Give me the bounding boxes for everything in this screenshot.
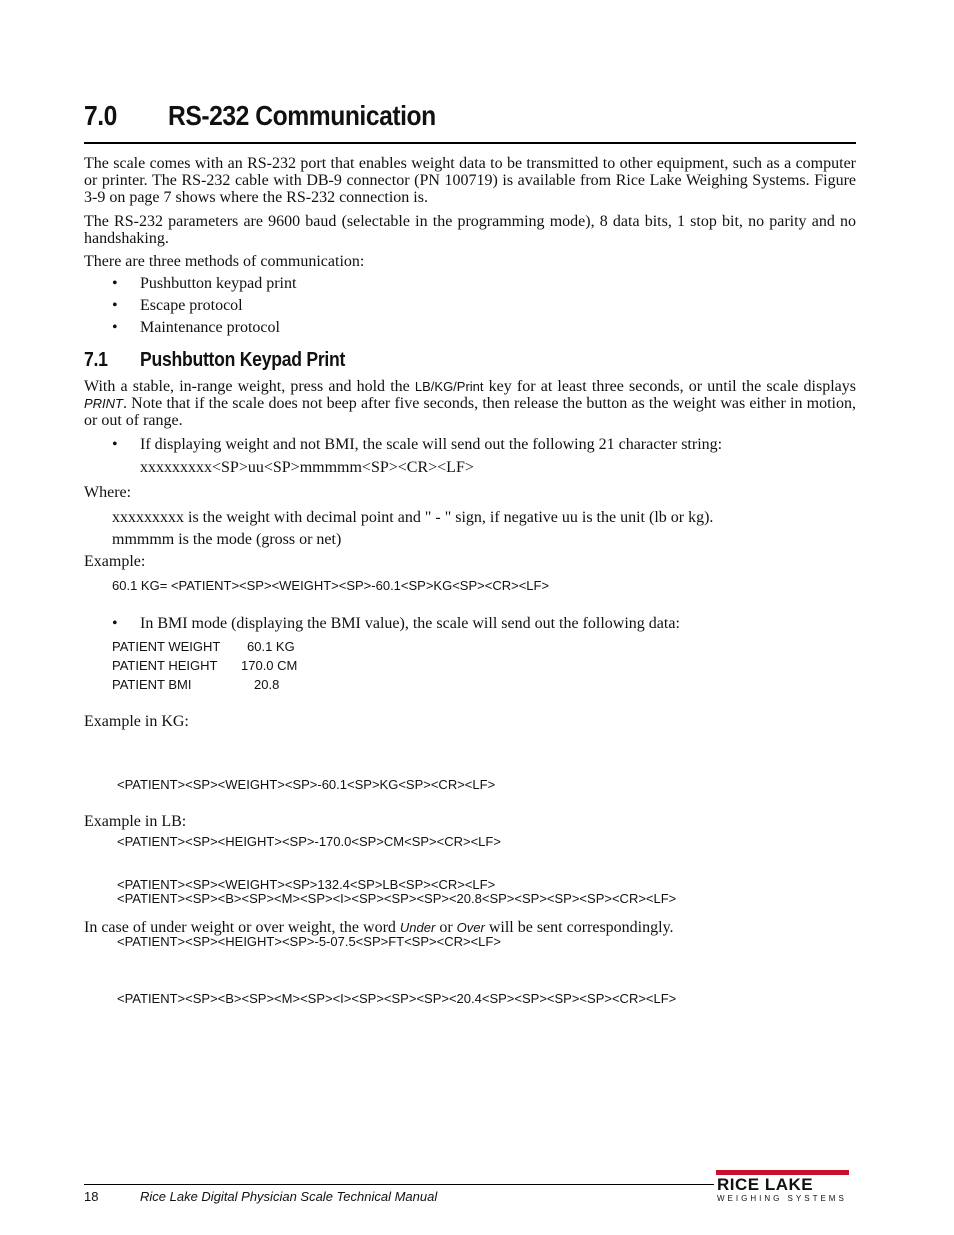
table-row bbox=[112, 675, 372, 694]
bmi-row-label: PATIENT HEIGHT bbox=[112, 658, 218, 673]
example-lb-label: Example in LB: bbox=[84, 813, 187, 830]
example-line: <PATIENT><SP><B><SP><M><SP><I><SP><SP><SP><20.8<SP><SP><SP><SP><CR><LF> bbox=[117, 891, 677, 906]
table-row bbox=[112, 656, 372, 675]
over-word: Over bbox=[456, 920, 485, 935]
bullet: • bbox=[112, 319, 118, 336]
example-label: Example: bbox=[84, 553, 146, 570]
bullet: • bbox=[112, 436, 118, 453]
key-label: LB/KG/Print bbox=[414, 379, 484, 394]
bullet-text-bmi-mode: In BMI mode (displaying the BMI value), the scale will send out the following data: bbox=[140, 615, 680, 632]
manual-title: Rice Lake Digital Physician Scale Technical Manual bbox=[140, 1189, 438, 1204]
list-item bbox=[0, 275, 954, 297]
footer-rule bbox=[84, 1184, 714, 1185]
bmi-row-label: PATIENT WEIGHT bbox=[112, 639, 221, 654]
example-line: 60.1 KG= <PATIENT><SP><WEIGHT><SP>-60.1<SP>KG<SP><CR><LF> bbox=[112, 578, 550, 593]
example-line: <PATIENT><SP><HEIGHT><SP>-170.0<SP>CM<SP><CR><LF> bbox=[117, 834, 501, 849]
where-line-1: xxxxxxxxx is the weight with decimal point and " - " sign, if negative uu is the unit (lb or kg). bbox=[112, 509, 714, 526]
section-rule bbox=[84, 142, 856, 144]
method-label: Escape protocol bbox=[140, 297, 243, 314]
intro-paragraph-3: There are three methods of communication: bbox=[84, 253, 365, 270]
bmi-row-value: 170.0 CM bbox=[241, 658, 298, 673]
example-line: <PATIENT><SP><WEIGHT><SP>132.4<SP>LB<SP><CR><LF> bbox=[117, 877, 496, 892]
bmi-row-value: 60.1 KG bbox=[247, 639, 295, 654]
bullet-text-weight-mode: If displaying weight and not BMI, the scale will send out the following 21 character string: bbox=[140, 436, 723, 453]
intro-paragraph-2: The RS-232 parameters are 9600 baud (selectable in the programming mode), 8 data bits, 1 stop bit, no parity and no handshaking. bbox=[84, 213, 856, 247]
logo-main-text: RICE LAKE bbox=[717, 1175, 814, 1194]
method-label: Pushbutton keypad print bbox=[140, 275, 297, 292]
section-title: RS-232 Communication bbox=[168, 100, 436, 131]
example-kg-label: Example in KG: bbox=[84, 713, 189, 730]
intro-paragraph-1: The scale comes with an RS-232 port that enables weight data to be transmitted to other equipment, such as a computer or printer. The RS-232 cable with DB-9 connector (PN 100719) is available from Rice Lake Weighing Systems. Figure 3-9 on page 7 shows where the RS-232 connection is. bbox=[84, 155, 856, 206]
subsection-paragraph: With a stable, in-range weight, press and hold the LB/KG/Print key for at least three seconds, or until the scale displays PRINT. Note that if the scale does not beep after five seconds, then release the button as the weight was either in motion, or out of range. bbox=[84, 378, 856, 429]
bmi-row-value: 20.8 bbox=[254, 677, 280, 692]
where-line-2: mmmmm is the mode (gross or net) bbox=[112, 531, 342, 548]
example-line: <PATIENT><SP><HEIGHT><SP>-5-07.5<SP>FT<SP><CR><LF> bbox=[117, 934, 501, 949]
where-label: Where: bbox=[84, 484, 132, 501]
bullet: • bbox=[112, 615, 118, 632]
bmi-table bbox=[112, 637, 372, 694]
example-line: <PATIENT><SP><B><SP><M><SP><I><SP><SP><SP><20.4<SP><SP><SP><SP><CR><LF> bbox=[117, 991, 677, 1006]
section-number: 7.0 bbox=[84, 100, 117, 131]
bullet: • bbox=[112, 275, 118, 292]
rice-lake-logo bbox=[714, 1170, 850, 1204]
under-word: Under bbox=[399, 920, 436, 935]
method-label: Maintenance protocol bbox=[140, 319, 280, 336]
list-item bbox=[0, 297, 954, 319]
subsection-title: Pushbutton Keypad Print bbox=[140, 349, 346, 371]
example-line: <PATIENT><SP><WEIGHT><SP>-60.1<SP>KG<SP><CR><LF> bbox=[117, 777, 496, 792]
bmi-row-label: PATIENT BMI bbox=[112, 677, 192, 692]
bullet: • bbox=[112, 297, 118, 314]
display-text: PRINT bbox=[84, 396, 123, 411]
subsection-number: 7.1 bbox=[84, 349, 108, 371]
page-number: 18 bbox=[84, 1189, 99, 1204]
closing-paragraph: In case of under weight or over weight, the word Under or Over will be sent correspondingly. bbox=[84, 919, 674, 936]
table-row bbox=[112, 637, 372, 656]
string-format: xxxxxxxxx<SP>uu<SP>mmmmm<SP><CR><LF> bbox=[140, 459, 474, 476]
logo-sub-text: WEIGHING SYSTEMS bbox=[717, 1194, 847, 1203]
list-item bbox=[0, 319, 954, 341]
methods-list bbox=[0, 275, 954, 341]
